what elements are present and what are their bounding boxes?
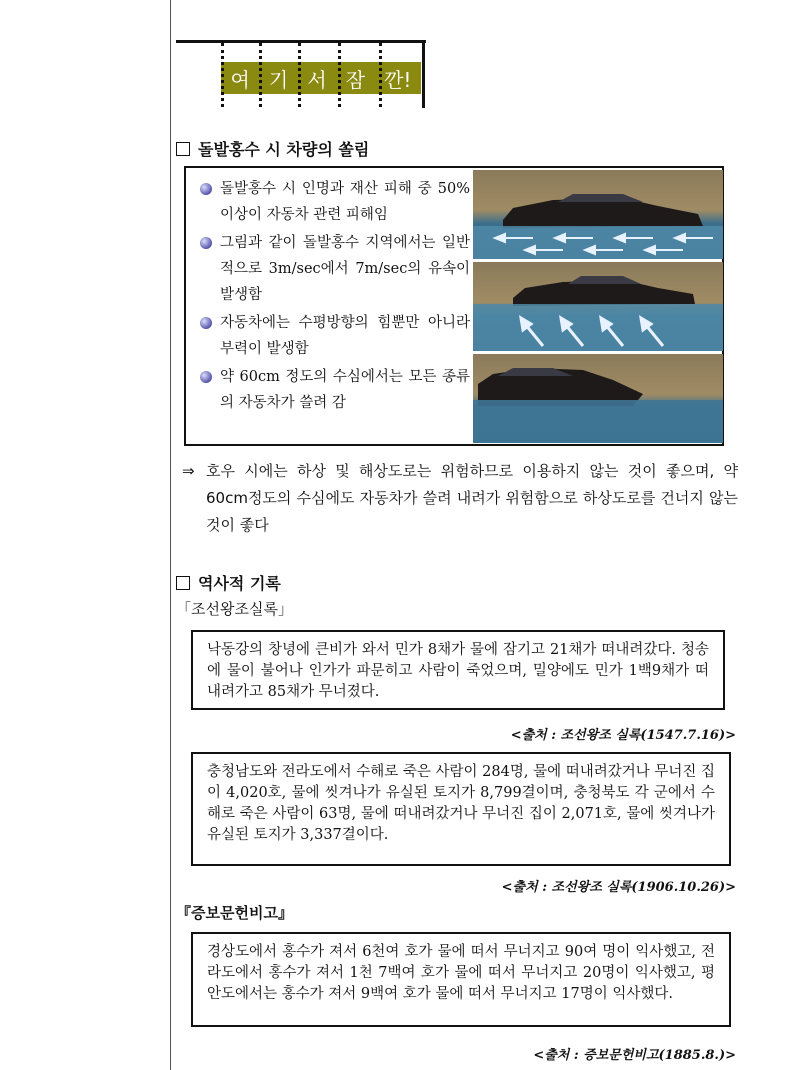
badge-char: 깐! xyxy=(384,67,412,92)
bullet-icon xyxy=(200,183,212,195)
badge-right-line xyxy=(422,40,425,108)
badge-char: 기 xyxy=(268,67,289,92)
illustration-car-swept xyxy=(473,354,723,443)
badge-char: 여 xyxy=(230,67,250,92)
bullet-text: 약 60cm 정도의 수심에서는 모든 종류의 자동차가 쓸려 감 xyxy=(220,369,470,411)
record-box-1: 낙동강의 창녕에 큰비가 와서 민가 8채가 물에 잠기고 21채가 떠내려갔다. 청송에 물이 불어나 인가가 파문히고 사람이 죽었으며, 밀양에도 민가 1백9채가 떠내려가고 85채가 무너졌다. xyxy=(191,630,725,710)
badge-char: 잠 xyxy=(345,67,366,92)
source-2: <출처 : 조선왕조 실록(1906.10.26)> xyxy=(501,880,736,895)
source-1: <출처 : 조선왕조 실록(1547.7.16)> xyxy=(510,728,736,743)
badge-top-line xyxy=(176,40,426,43)
note-text: 호우 시에는 하상 및 해상도로는 위험하므로 이용하지 않는 것이 좋으며, 약 60cm정도의 수심에도 자동차가 쓸려 내려가 위험함으로 하상도로를 건너지 않는 것이 좋다 xyxy=(206,462,738,534)
bullet-text: 돌발홍수 시 인명과 재산 피해 중 50% 이상이 자동차 관련 피해임 xyxy=(220,181,470,223)
list-item xyxy=(200,176,470,228)
source-3: <출처 : 증보문헌비고(1885.8.)> xyxy=(533,1048,736,1063)
bullet-icon xyxy=(200,237,212,249)
bullet-text: 그림과 같이 돌발홍수 지역에서는 일반적으로 3m/sec에서 7m/sec의 유속이 발생함 xyxy=(220,235,470,303)
section-title-text: 역사적 기록 xyxy=(198,574,281,593)
book-title-joseon: 「조선왕조실록」 xyxy=(176,600,293,618)
header-badge xyxy=(176,40,426,108)
checkbox-icon xyxy=(176,142,190,156)
arrow-icon: ⇒ xyxy=(182,462,195,480)
record-box-2: 충청남도와 전라도에서 수해로 죽은 사람이 284명, 물에 떠내려갔거나 무너진 집이 4,020호, 물에 씻겨나가 유실된 토지가 8,799결이며, 충청북도 각 군에서 수해로 죽은 사람이 63명, 물에 떠내려갔거나 무너진 집이 2,071호, 물에 씻겨나가 유실된 토지가 3,337결이다. xyxy=(191,752,731,866)
section-title-flood xyxy=(176,137,369,160)
bullet-text: 자동차에는 수평방향의 힘뿐만 아니라 부력이 발생함 xyxy=(220,315,470,357)
flood-illustrations xyxy=(473,170,723,444)
flood-info-box xyxy=(184,166,724,446)
book-title-jeungbo: 『증보문헌비고』 xyxy=(176,904,293,922)
list-item xyxy=(200,310,470,362)
section-title-history xyxy=(176,571,281,594)
badge-text xyxy=(221,62,421,94)
illustration-buoyancy xyxy=(473,262,723,351)
list-item xyxy=(200,230,470,308)
record-box-3: 경상도에서 홍수가 져서 6천여 호가 물에 떠서 무너지고 90여 명이 익사했고, 전라도에서 홍수가 져서 1천 7백여 호가 물에 떠서 무너지고 20명이 익사했고, 평안도에서는 홍수가 져서 9백여 호가 물에 떠서 무너지고 17명이 익사했다. xyxy=(191,932,731,1027)
flood-note xyxy=(182,458,738,539)
illustration-horizontal-flow xyxy=(473,170,723,259)
page-left-rule xyxy=(170,0,171,1070)
list-item xyxy=(200,364,470,416)
bullet-icon xyxy=(200,371,212,383)
bullet-list xyxy=(200,176,470,418)
checkbox-icon xyxy=(176,576,190,590)
section-title-text: 돌발홍수 시 차량의 쏠림 xyxy=(198,140,370,159)
badge-char: 서 xyxy=(307,67,327,92)
bullet-icon xyxy=(200,317,212,329)
